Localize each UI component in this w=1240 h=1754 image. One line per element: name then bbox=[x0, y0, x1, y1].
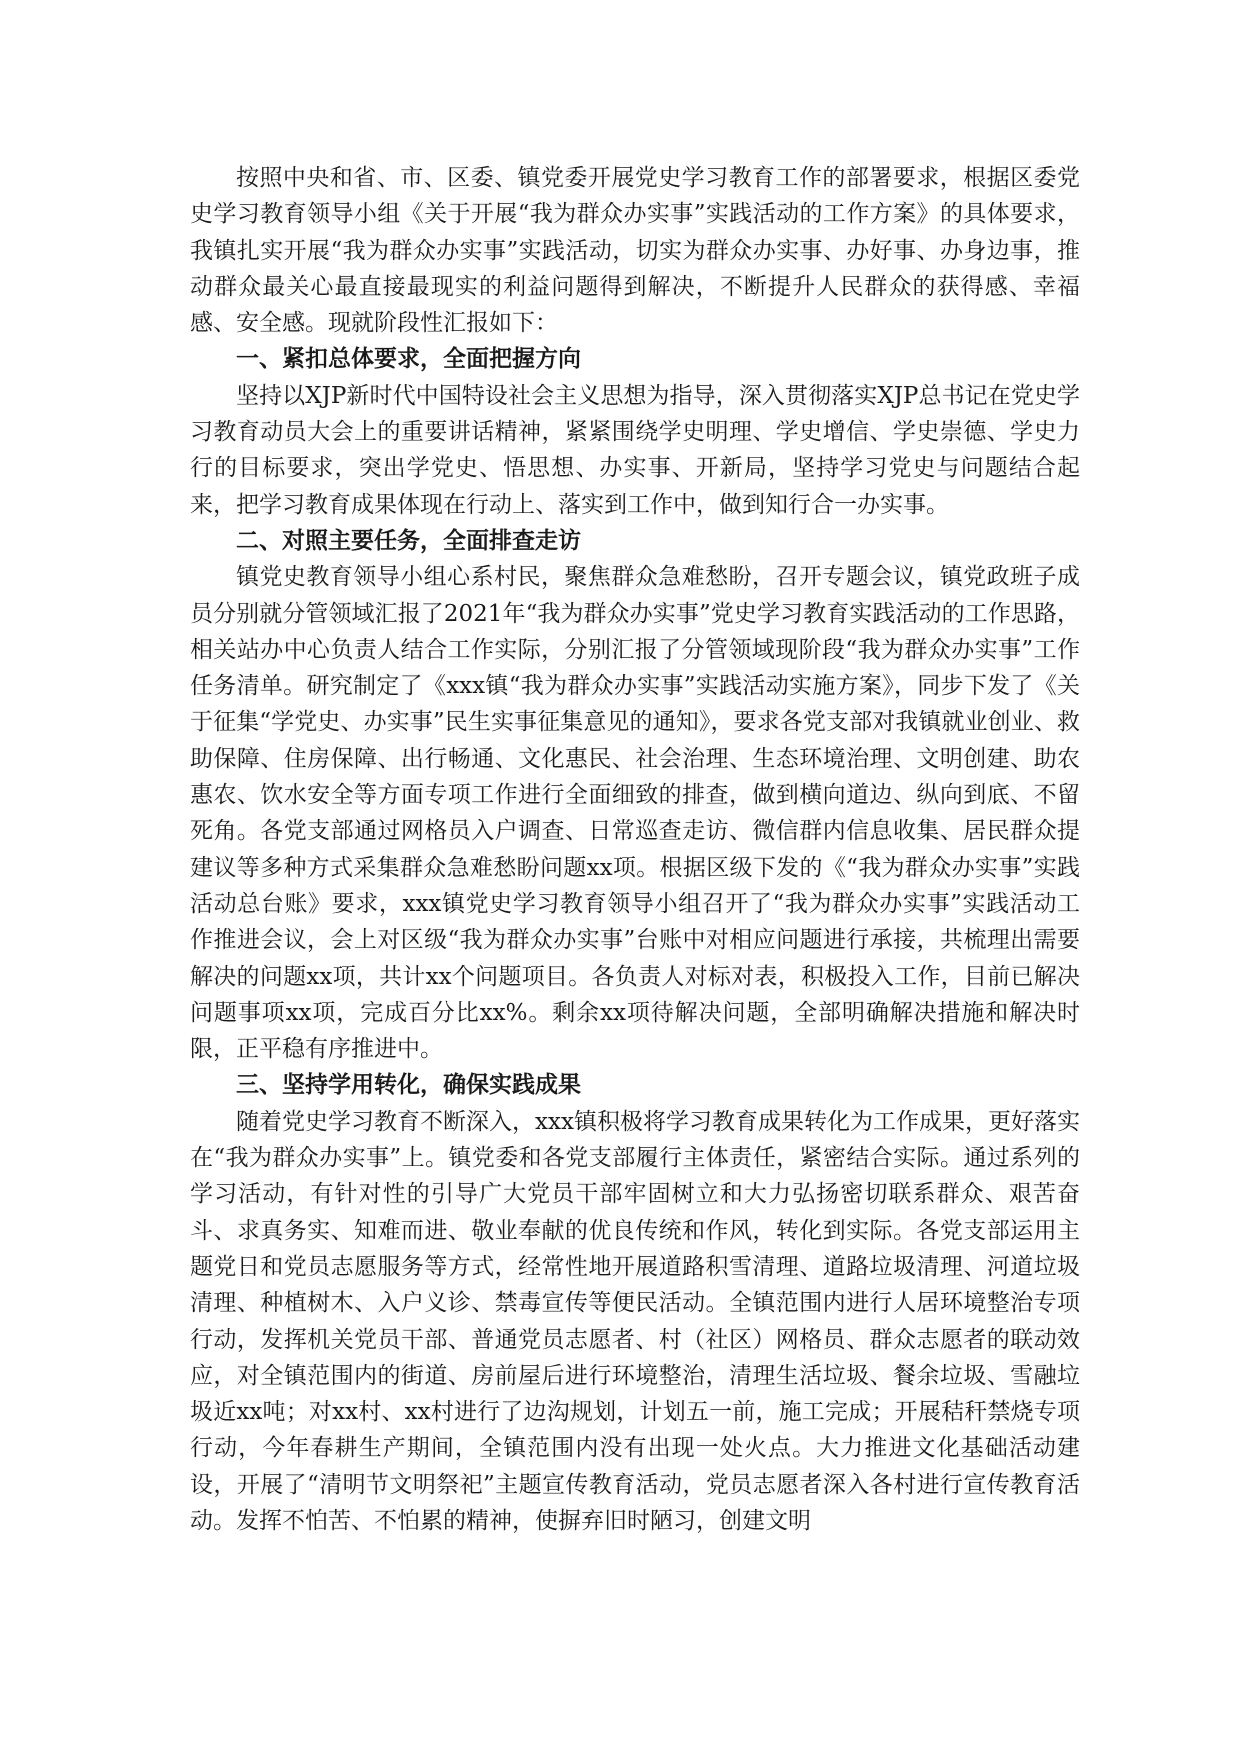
section-3-heading: 三、坚持学用转化，确保实践成果 bbox=[236, 1071, 581, 1099]
section-2-paragraph: 镇党史教育领导小组心系村民，聚焦群众急难愁盼，召开专题会议，镇党政班子成员分别就分管领域汇报了2021年“我为群众办实事”党史学习教育实践活动的工作思路，相关站办中心负责人结合工作实际，分别汇报了分管领域现阶段“我为群众办实事”工作任务清单。研究制定了《xxx镇“我为群众办实事”实践活动实施方案》，同步下发了《关于征集“学党史、办实事”民生实事征集意见的通知》，要求各党支部对我镇就业创业、救助保障、住房保障、出行畅通、文化惠民、社会治理、生态环境治理、文明创建、助农惠农、饮水安全等方面专项工作进行全面细致的排查，做到横向道边、纵向到底、不留死角。各党支部通过网格员入户调查、日常巡查走访、微信群内信息收集、居民群众提建议等多种方式采集群众急难愁盼问题xx项。根据区级下发的《“我为群众办实事”实践活动总台账》要求，xxx镇党史学习教育领导小组召开了“我为群众办实事”实践活动工作推进会议，会上对区级“我为群众办实事”台账中对相应问题进行承接，共梳理出需要解决的问题xx项，共计xx个问题项目。各负责人对标对表，积极投入工作，目前已解决问题事项xx项，完成百分比xx%。剩余xx项待解决问题，全部明确解决措施和解决时限，正平稳有序推进中。 bbox=[190, 564, 1080, 1063]
document-body bbox=[190, 160, 1080, 1539]
section-1-paragraph: 坚持以XJP新时代中国特设社会主义思想为指导，深入贯彻落实XJP总书记在党史学习教育动员大会上的重要讲话精神，紧紧围绕学史明理、学史增信、学史崇德、学史力行的目标要求，突出学党史、悟思想、办实事、开新局，坚持学习党史与问题结合起来，把学习教育成果体现在行动上、落实到工作中，做到知行合一办实事。 bbox=[190, 382, 1080, 518]
section-2-heading: 二、对照主要任务，全面排查走访 bbox=[236, 526, 581, 554]
intro-paragraph: 按照中央和省、市、区委、镇党委开展党史学习教育工作的部署要求，根据区委党史学习教育领导小组《关于开展“我为群众办实事”实践活动的工作方案》的具体要求，我镇扎实开展“我为群众办实事”实践活动，切实为群众办实事、办好事、办身边事，推动群众最关心最直接最现实的利益问题得到解决，不断提升人民群众的获得感、幸福感、安全感。现就阶段性汇报如下： bbox=[190, 165, 1080, 337]
section-1-heading: 一、紧扣总体要求，全面把握方向 bbox=[236, 345, 581, 373]
section-3-paragraph: 随着党史学习教育不断深入，xxx镇积极将学习教育成果转化为工作成果，更好落实在“我为群众办实事”上。镇党委和各党支部履行主体责任，紧密结合实际。通过系列的学习活动，有针对性的引导广大党员干部牢固树立和大力弘扬密切联系群众、艰苦奋斗、求真务实、知难而进、敬业奉献的优良传统和作风，转化到实际。各党支部运用主题党日和党员志愿服务等方式，经常性地开展道路积雪清理、道路垃圾清理、河道垃圾清理、种植树木、入户义诊、禁毒宣传等便民活动。全镇范围内进行人居环境整治专项行动，发挥机关党员干部、普通党员志愿者、村（社区）网格员、群众志愿者的联动效应，对全镇范围内的街道、房前屋后进行环境整治，清理生活垃圾、餐余垃圾、雪融垃圾近xx吨；对xx村、xx村进行了边沟规划，计划五一前，施工完成；开展秸秆禁烧专项行动，今年春耕生产期间，全镇范围内没有出现一处火点。大力推进文化基础活动建设，开展了“清明节文明祭祀”主题宣传教育活动，党员志愿者深入各村进行宣传教育活动。发挥不怕苦、不怕累的精神，使摒弃旧时陋习，创建文明 bbox=[190, 1108, 1080, 1534]
